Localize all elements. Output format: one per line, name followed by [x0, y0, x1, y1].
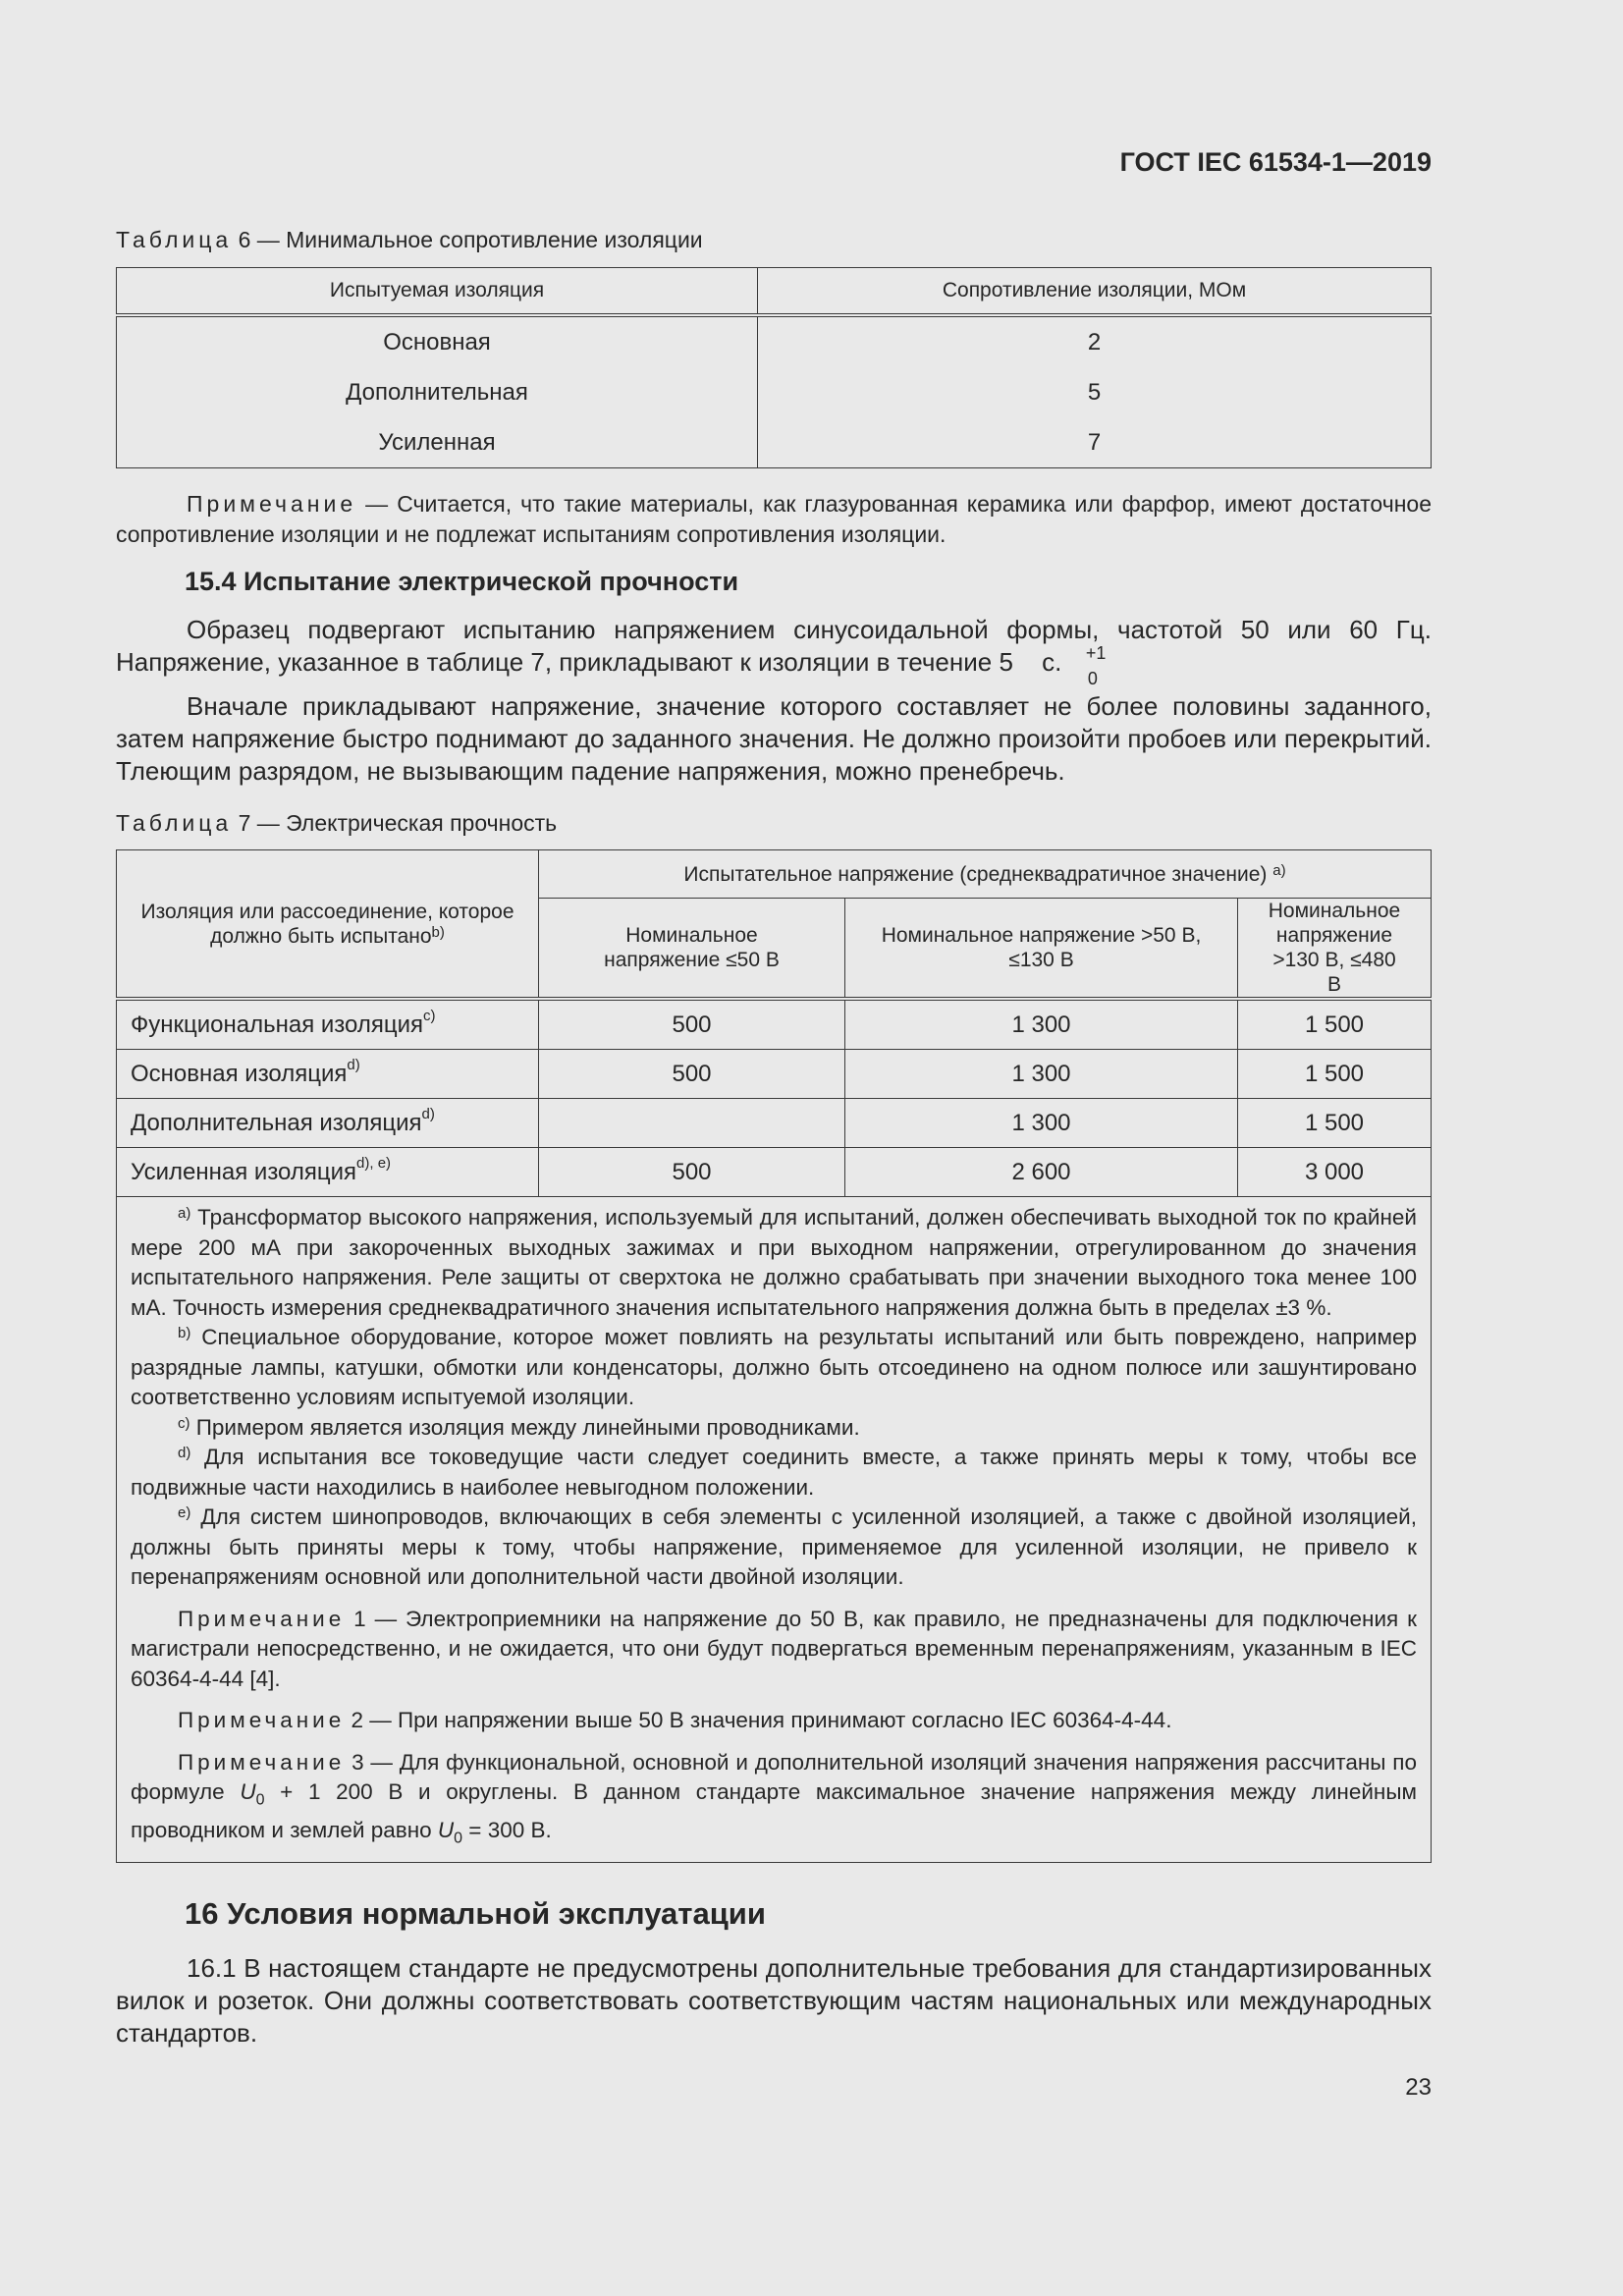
- footnote-ref: d): [421, 1105, 435, 1122]
- footnote: [131, 1413, 1417, 1444]
- table7: [116, 849, 1432, 1863]
- footnote-mark: e): [178, 1504, 191, 1521]
- table7-head-top: [539, 850, 1432, 899]
- footnote-text: Для систем шинопроводов, включающих в себя элементы с усиленной изоляцией, а также с двойной изоляцией, должны быть приняты меры к тому, чтобы напряжение, применяемое для усиленной изоляции, не привело к перенапряжениям основной или дополнительной части двойной изоляции.: [131, 1504, 1417, 1589]
- table6-cell-name: Дополнительная: [117, 367, 758, 417]
- table6-cell-name: Усиленная: [117, 417, 758, 468]
- note-table6: [116, 489, 1432, 550]
- table7-cell-name: [117, 1050, 539, 1099]
- footnote-mark: d): [178, 1445, 191, 1461]
- row-label: Усиленная изоляция: [131, 1158, 357, 1185]
- note-text: 2 — При напряжении выше 50 В значения принимают согласно IEC 60364-4-44.: [345, 1708, 1172, 1732]
- table7-cell-v2: 1 300: [845, 1050, 1238, 1099]
- document-header: ГОСТ IEC 61534-1—2019: [1119, 147, 1432, 177]
- table7-cell-v1: 500: [539, 999, 845, 1050]
- table7-sub-header-3: Номинальное напряжение >130 В, ≤480 В: [1238, 899, 1432, 1000]
- table7-head-left-text: Изоляция или рассоединение, которое должно быть испытано: [140, 900, 514, 948]
- table7-sub-header-2: Номинальное напряжение >50 В, ≤130 В: [845, 899, 1238, 1000]
- section-16-paragraph: 16.1 В настоящем стандарте не предусмотрены дополнительные требования для стандартизированных вилок и розеток. Они должны соответствовать соответствующим частям национальных или международных стандартов.: [116, 1953, 1432, 2048]
- table7-note-1: [131, 1605, 1417, 1695]
- table7-cell-name: [117, 1099, 539, 1148]
- table7-cell-v3: 3 000: [1238, 1148, 1432, 1197]
- section-15-4-title: 15.4 Испытание электрической прочности: [185, 567, 739, 596]
- table6: [116, 267, 1432, 468]
- table-row: [117, 417, 1432, 468]
- table6-col1-header: Испытуемая изоляция: [117, 268, 758, 316]
- formula-variable: U: [240, 1779, 256, 1804]
- row-label: Основная изоляция: [131, 1060, 348, 1087]
- footnote: [131, 1503, 1417, 1593]
- note-label: Примечание: [178, 1606, 346, 1631]
- table6-col2-header: Сопротивление изоляции, МОм: [758, 268, 1432, 316]
- note-label: Примечание: [187, 491, 357, 517]
- table7-caption: [116, 810, 557, 837]
- table-row: [117, 1148, 1432, 1197]
- time-tolerance-lower: 0: [1087, 669, 1098, 689]
- table6-cell-value: 7: [758, 417, 1432, 468]
- table6-caption-label: Таблица: [116, 227, 233, 252]
- row-label: Дополнительная изоляция: [131, 1109, 422, 1136]
- footnote: [131, 1443, 1417, 1503]
- note-text: 1 — Электроприемники на напряжение до 50 В, как правило, не предназначены для подключения к магистрали непосредственно, и не ожидается, что они будут подвергаться временным перенапряжениям, указанным в IEC 60364-4-44 [4].: [131, 1606, 1417, 1691]
- footnote-mark: b): [178, 1325, 191, 1341]
- footnote-ref: a): [1272, 861, 1286, 879]
- table-row: [117, 1050, 1432, 1099]
- footnote-ref: b): [431, 923, 445, 941]
- row-label: Функциональная изоляция: [131, 1011, 423, 1038]
- table7-notes: [117, 1197, 1432, 1863]
- table7-caption-label: Таблица: [116, 810, 233, 836]
- time-unit: с.: [1034, 647, 1062, 677]
- section-15-4-paragraph-2: Вначале прикладывают напряжение, значение которого составляет не более половины заданного, затем напряжение быстро поднимают до заданного значения. Не должно произойти пробоев или перекрытий. Тлеющим разрядом, не вызывающим падение напряжения, можно пренебречь.: [116, 691, 1432, 786]
- table-row: [117, 367, 1432, 417]
- time-tolerance-upper: +1: [1085, 643, 1107, 664]
- table7-cell-v3: 1 500: [1238, 999, 1432, 1050]
- footnote-ref: d), e): [356, 1154, 392, 1172]
- table7-cell-name: [117, 999, 539, 1050]
- table-row: [117, 1099, 1432, 1148]
- table7-cell-name: [117, 1148, 539, 1197]
- table7-cell-v2: 2 600: [845, 1148, 1238, 1197]
- table-row: [117, 999, 1432, 1050]
- note-label: Примечание: [178, 1749, 346, 1775]
- table7-note-2: [131, 1706, 1417, 1736]
- table7-head-left: [117, 850, 539, 1000]
- note-text: — Считается, что такие материалы, как глазурованная керамика или фарфор, имеют достаточное сопротивление изоляции и не подлежат испытаниям сопротивления изоляции.: [116, 491, 1432, 547]
- footnote-ref: c): [422, 1007, 436, 1024]
- time-tolerance: [1013, 643, 1107, 689]
- table6-cell-name: Основная: [117, 315, 758, 367]
- footnote-mark: c): [178, 1414, 190, 1432]
- table7-head-top-text: Испытательное напряжение (среднеквадратичное значение): [683, 862, 1273, 886]
- paragraph-text: Образец подвергают испытанию напряжением синусоидальной формы, частотой 50 или 60 Гц. Напряжение, указанное в таблице 7, прикладывают к изоляции в течение: [116, 615, 1432, 677]
- footnote-ref: d): [347, 1056, 360, 1073]
- table7-cell-v1: 500: [539, 1148, 845, 1197]
- section-15-4-paragraph-1: [116, 614, 1432, 689]
- table7-cell-v3: 1 500: [1238, 1099, 1432, 1148]
- table6-caption-text: 6 — Минимальное сопротивление изоляции: [232, 227, 703, 252]
- note-text: + 1 200 В и округлены. В данном стандарте максимальное значение напряжения между линейным проводником и землей равно: [131, 1779, 1417, 1842]
- table7-note-3: [131, 1748, 1417, 1855]
- table7-cell-v2: 1 300: [845, 1099, 1238, 1148]
- table7-cell-v1: 500: [539, 1050, 845, 1099]
- footnote: [131, 1323, 1417, 1413]
- table6-cell-value: 5: [758, 367, 1432, 417]
- table6-caption: [116, 227, 703, 253]
- time-base: 5: [999, 647, 1013, 677]
- note-text: 3 — Для функциональной, основной и дополнительной изоляций значения напряжения рассчитаны по формуле: [131, 1749, 1417, 1804]
- note-text: = 300 В.: [462, 1818, 552, 1842]
- footnote-text: Примером является изоляция между линейными проводниками.: [189, 1414, 860, 1440]
- table-row: [117, 315, 1432, 367]
- table6-cell-value: 2: [758, 315, 1432, 367]
- table7-cell-v1: [539, 1099, 845, 1148]
- footnote-mark: a): [178, 1205, 191, 1222]
- footnote-text: Для испытания все токоведущие части следует соединить вместе, а также принять меры к тому, чтобы все подвижные части находились в наиболее невыгодном положении.: [131, 1445, 1417, 1500]
- formula-variable: U: [437, 1818, 455, 1842]
- footnote-text: Специальное оборудование, которое может повлиять на результаты испытаний или быть повреждено, например разрядные лампы, катушки, обмотки или конденсаторы, должно быть отсоединено на одном полюсе или зашунтировано соответственно условиям испытуемой изоляции.: [131, 1325, 1417, 1409]
- note-label: Примечание: [178, 1708, 346, 1732]
- formula-subscript: 0: [255, 1791, 265, 1809]
- page-number: 23: [1405, 2074, 1432, 2101]
- section-16-title: 16 Условия нормальной эксплуатации: [185, 1896, 766, 1931]
- table7-sub-header-1: Номинальное напряжение ≤50 В: [539, 899, 845, 1000]
- footnote-text: Трансформатор высокого напряжения, используемый для испытаний, должен обеспечивать выходной ток по крайней мере 200 мА при закороченных выходных зажимах и при выходном напряжении, отрегулированном до значения испытательного напряжения. Реле защиты от сверхтока не должно срабатывать при значении выходного тока менее 100 мА. Точность измерения среднеквадратичного значения испытательного напряжения должна быть в пределах ±3 %.: [131, 1205, 1417, 1320]
- footnote: [131, 1203, 1417, 1323]
- table7-cell-v2: 1 300: [845, 999, 1238, 1050]
- table7-caption-text: 7 — Электрическая прочность: [232, 810, 558, 836]
- formula-subscript: 0: [454, 1830, 463, 1847]
- table7-cell-v3: 1 500: [1238, 1050, 1432, 1099]
